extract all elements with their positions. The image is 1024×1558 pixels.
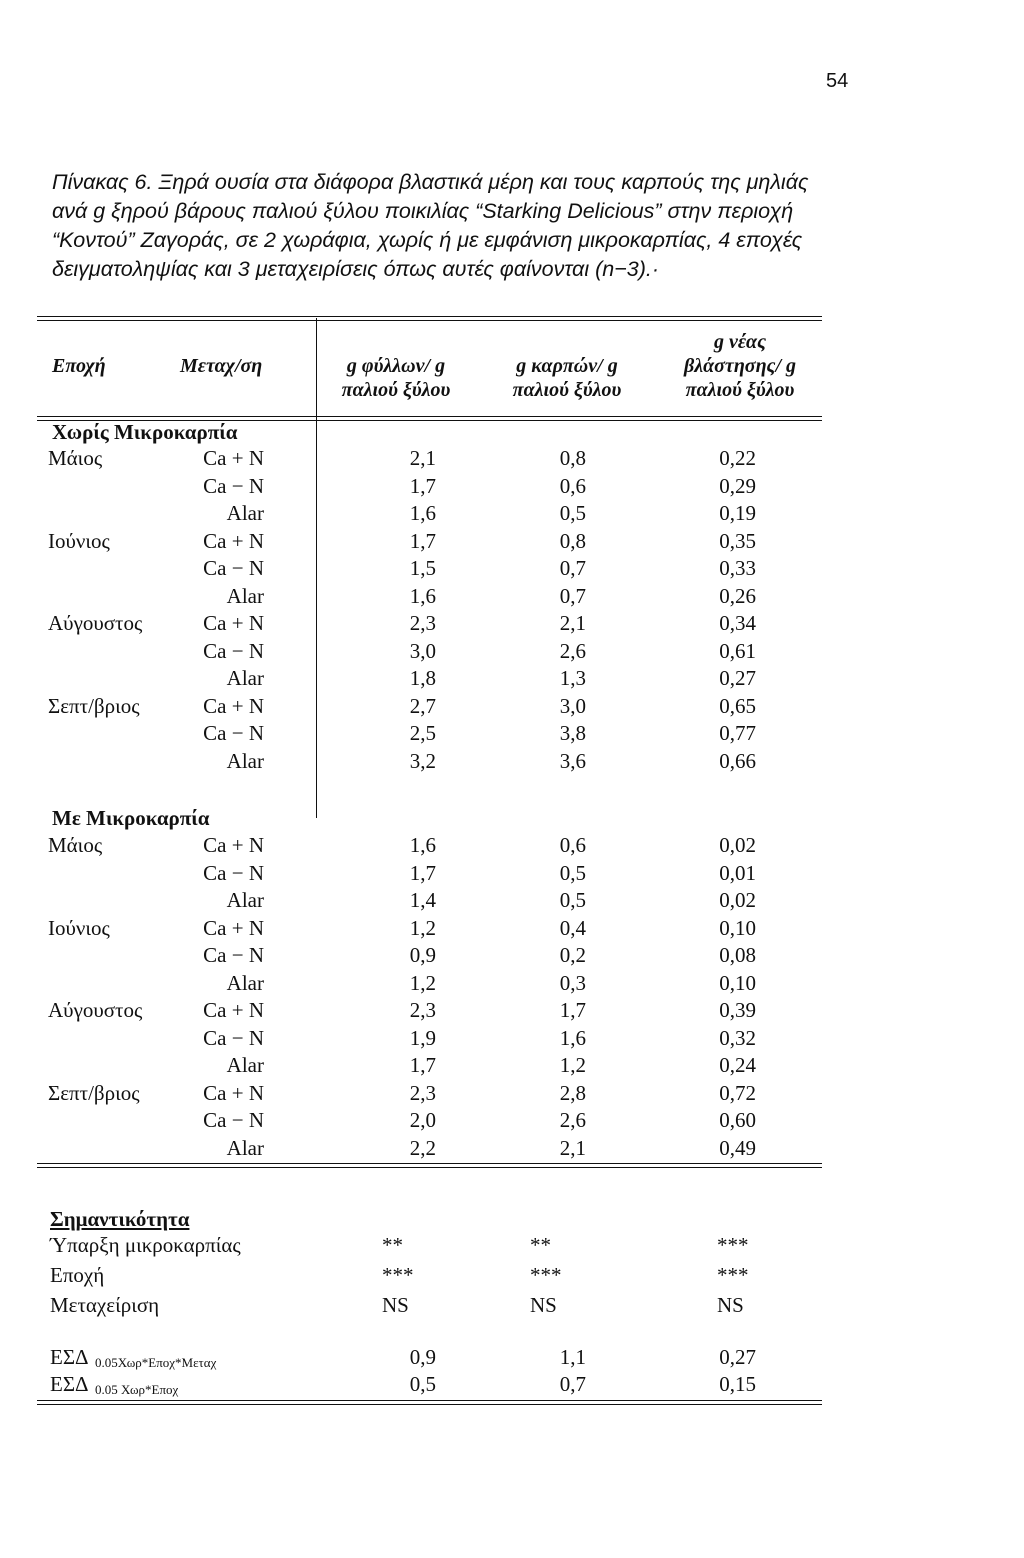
fruits-value: 0,5 [559,888,586,912]
shoots-value: 0,34 [719,611,756,635]
lsd-shoots: 0,27 [719,1345,756,1369]
treatment-cell: Ca + N [203,998,264,1022]
treatment-cell: Ca + N [203,694,264,718]
treatment-cell: Ca − N [203,943,264,967]
treatment-cell: Alar [226,971,264,995]
treatment-cell: Ca − N [203,474,264,498]
lsd-subscript: 0.05Χωρ*Εποχ*Μεταχ [95,1355,217,1370]
treatment-cell: Ca + N [203,916,264,940]
season-cell: Σεπτ/βριος [48,694,140,718]
treatment-cell: Ca − N [203,861,264,885]
data-bottom-rule-double [37,1167,822,1168]
fruits-value: 0,6 [559,833,586,857]
treatment-cell: Ca + N [203,1081,264,1105]
header-bottom-rule [37,416,822,417]
season-cell: Σεπτ/βριος [48,1081,140,1105]
header-fruits-line1: g καρπών/ g [516,355,618,377]
leaves-value: 1,9 [409,1026,436,1050]
treatment-cell: Alar [226,584,264,608]
shoots-value: 0,49 [719,1136,756,1160]
treatment-cell: Alar [226,1136,264,1160]
fruits-value: 0,7 [559,584,586,608]
leaves-value: 1,6 [409,584,436,608]
shoots-value: 0,26 [719,584,756,608]
shoots-value: 0,35 [719,529,756,553]
header-fruits [492,354,642,402]
season-cell: Αύγουστος [48,611,143,635]
leaves-value: 2,5 [409,721,436,745]
shoots-value: 0,10 [719,916,756,940]
leaves-value: 2,3 [409,998,436,1022]
treatment-cell: Ca + N [203,611,264,635]
leaves-value: 1,6 [409,501,436,525]
treatment-cell: Alar [226,749,264,773]
shoots-value: 0,60 [719,1108,756,1132]
caption-text: Ξηρά ουσία στα διάφορα βλαστικά μέρη και τους καρπούς της μηλιάς ανά g ξηρού βάρους παλιού ξύλου ποικιλίας “Starking Delicious” στην περιοχή “Κοντού” Ζαγοράς, σε 2 χωράφια, χωρίς ή με εμφάνιση μικροκαρπίας, 4 εποχές δειγματοληψίας και 3 μεταχειρίσεις όπως αυτές φαίνονται (n−3).· [52,170,809,281]
top-rule [37,316,822,317]
shoots-value: 0,65 [719,694,756,718]
lsd-shoots: 0,15 [719,1372,756,1396]
leaves-value: 1,2 [409,916,436,940]
table-end-rule-double [37,1404,822,1405]
shoots-value: 0,29 [719,474,756,498]
header-treatment: Μεταχ/ση [180,355,263,377]
significance-shoots: *** [717,1233,749,1257]
shoots-value: 0,27 [719,666,756,690]
fruits-value: 1,3 [559,666,586,690]
leaves-value: 2,1 [409,446,436,470]
treatment-cell: Alar [226,1053,264,1077]
leaves-value: 1,7 [409,474,436,498]
header-season: Εποχή [52,355,106,377]
fruits-value: 0,6 [559,474,586,498]
treatment-cell: Ca − N [203,1108,264,1132]
fruits-value: 2,1 [559,611,586,635]
fruits-value: 0,5 [559,501,586,525]
shoots-value: 0,39 [719,998,756,1022]
treatment-cell: Ca + N [203,446,264,470]
significance-leaves: ** [382,1233,403,1257]
treatment-cell: Alar [226,666,264,690]
fruits-value: 0,8 [559,529,586,553]
lsd-subscript: 0.05 Χωρ*Εποχ [95,1382,179,1397]
treatment-cell: Alar [226,888,264,912]
header-shoots-line3: παλιού ξύλου [685,379,795,401]
significance-leaves: *** [382,1263,414,1287]
fruits-value: 3,6 [559,749,586,773]
treatment-cell: Ca + N [203,529,264,553]
lsd-fruits: 0,7 [559,1372,586,1396]
leaves-value: 1,5 [409,556,436,580]
significance-fruits: *** [530,1263,562,1287]
treatment-cell: Ca − N [203,639,264,663]
shoots-value: 0,72 [719,1081,756,1105]
shoots-value: 0,22 [719,446,756,470]
shoots-value: 0,10 [719,971,756,995]
header-leaves-line1: g φύλλων/ g [346,355,446,377]
treatment-cell: Ca + N [203,833,264,857]
significance-label: Μεταχείριση [50,1293,160,1317]
shoots-value: 0,61 [719,639,756,663]
fruits-value: 0,7 [559,556,586,580]
leaves-value: 1,7 [409,529,436,553]
fruits-value: 0,2 [559,943,586,967]
fruits-value: 2,1 [559,1136,586,1160]
significance-shoots: NS [717,1293,744,1317]
leaves-value: 1,6 [409,833,436,857]
leaves-value: 2,0 [409,1108,436,1132]
table-end-rule [37,1400,822,1401]
section-title-microcarpy: Με Μικροκαρπία [52,806,210,830]
section-title-no-microcarpy: Χωρίς Μικροκαρπία [52,420,238,444]
leaves-value: 0,9 [409,943,436,967]
shoots-value: 0,77 [719,721,756,745]
leaves-value: 1,4 [409,888,436,912]
top-rule-double [37,320,822,321]
fruits-value: 1,7 [559,998,586,1022]
fruits-value: 1,2 [559,1053,586,1077]
leaves-value: 2,3 [409,611,436,635]
fruits-value: 0,3 [559,971,586,995]
header-shoots-line1: g νέας [713,331,767,353]
leaves-value: 1,7 [409,861,436,885]
lsd-fruits: 1,1 [559,1345,586,1369]
significance-leaves: NS [382,1293,409,1317]
lsd-label: ΕΣΔ [50,1372,89,1396]
significance-label: Ύπαρξη μικροκαρπίας [50,1233,241,1257]
season-cell: Μάιος [48,446,103,470]
leaves-value: 2,3 [409,1081,436,1105]
shoots-value: 0,08 [719,943,756,967]
season-cell: Αύγουστος [48,998,143,1022]
fruits-value: 2,6 [559,1108,586,1132]
lsd-leaves: 0,5 [409,1372,436,1396]
header-leaves-line2: παλιού ξύλου [341,379,451,401]
significance-fruits: NS [530,1293,557,1317]
significance-label: Εποχή [50,1263,105,1287]
lsd-label: ΕΣΔ [50,1345,89,1369]
fruits-value: 3,0 [559,694,586,718]
fruits-value: 1,6 [559,1026,586,1050]
significance-shoots: *** [717,1263,749,1287]
shoots-value: 0,19 [719,501,756,525]
leaves-value: 1,7 [409,1053,436,1077]
header-leaves [326,354,466,402]
column-divider [316,318,317,818]
treatment-cell: Alar [226,501,264,525]
significance-title: Σημαντικότητα [50,1207,190,1231]
leaves-value: 2,2 [409,1136,436,1160]
fruits-value: 0,4 [559,916,586,940]
shoots-value: 0,02 [719,888,756,912]
treatment-cell: Ca − N [203,1026,264,1050]
leaves-value: 3,2 [409,749,436,773]
leaves-value: 1,8 [409,666,436,690]
season-cell: Μάιος [48,833,103,857]
treatment-cell: Ca − N [203,556,264,580]
fruits-value: 2,8 [559,1081,586,1105]
data-bottom-rule [37,1163,822,1164]
fruits-value: 0,8 [559,446,586,470]
fruits-value: 2,6 [559,639,586,663]
shoots-value: 0,02 [719,833,756,857]
season-cell: Ιούνιος [48,916,110,940]
table-caption [52,168,812,284]
lsd-leaves: 0,9 [409,1345,436,1369]
shoots-value: 0,01 [719,861,756,885]
fruits-value: 3,8 [559,721,586,745]
caption-label: Πίνακας 6. [52,170,153,194]
fruits-value: 0,5 [559,861,586,885]
shoots-value: 0,66 [719,749,756,773]
page-number: 54 [826,70,849,92]
leaves-value: 3,0 [409,639,436,663]
season-cell: Ιούνιος [48,529,110,553]
leaves-value: 2,7 [409,694,436,718]
significance-fruits: ** [530,1233,551,1257]
leaves-value: 1,2 [409,971,436,995]
shoots-value: 0,32 [719,1026,756,1050]
header-shoots [660,330,820,402]
treatment-cell: Ca − N [203,721,264,745]
header-fruits-line2: παλιού ξύλου [512,379,622,401]
shoots-value: 0,24 [719,1053,756,1077]
shoots-value: 0,33 [719,556,756,580]
header-shoots-line2: βλάστησης/ g [683,355,797,377]
